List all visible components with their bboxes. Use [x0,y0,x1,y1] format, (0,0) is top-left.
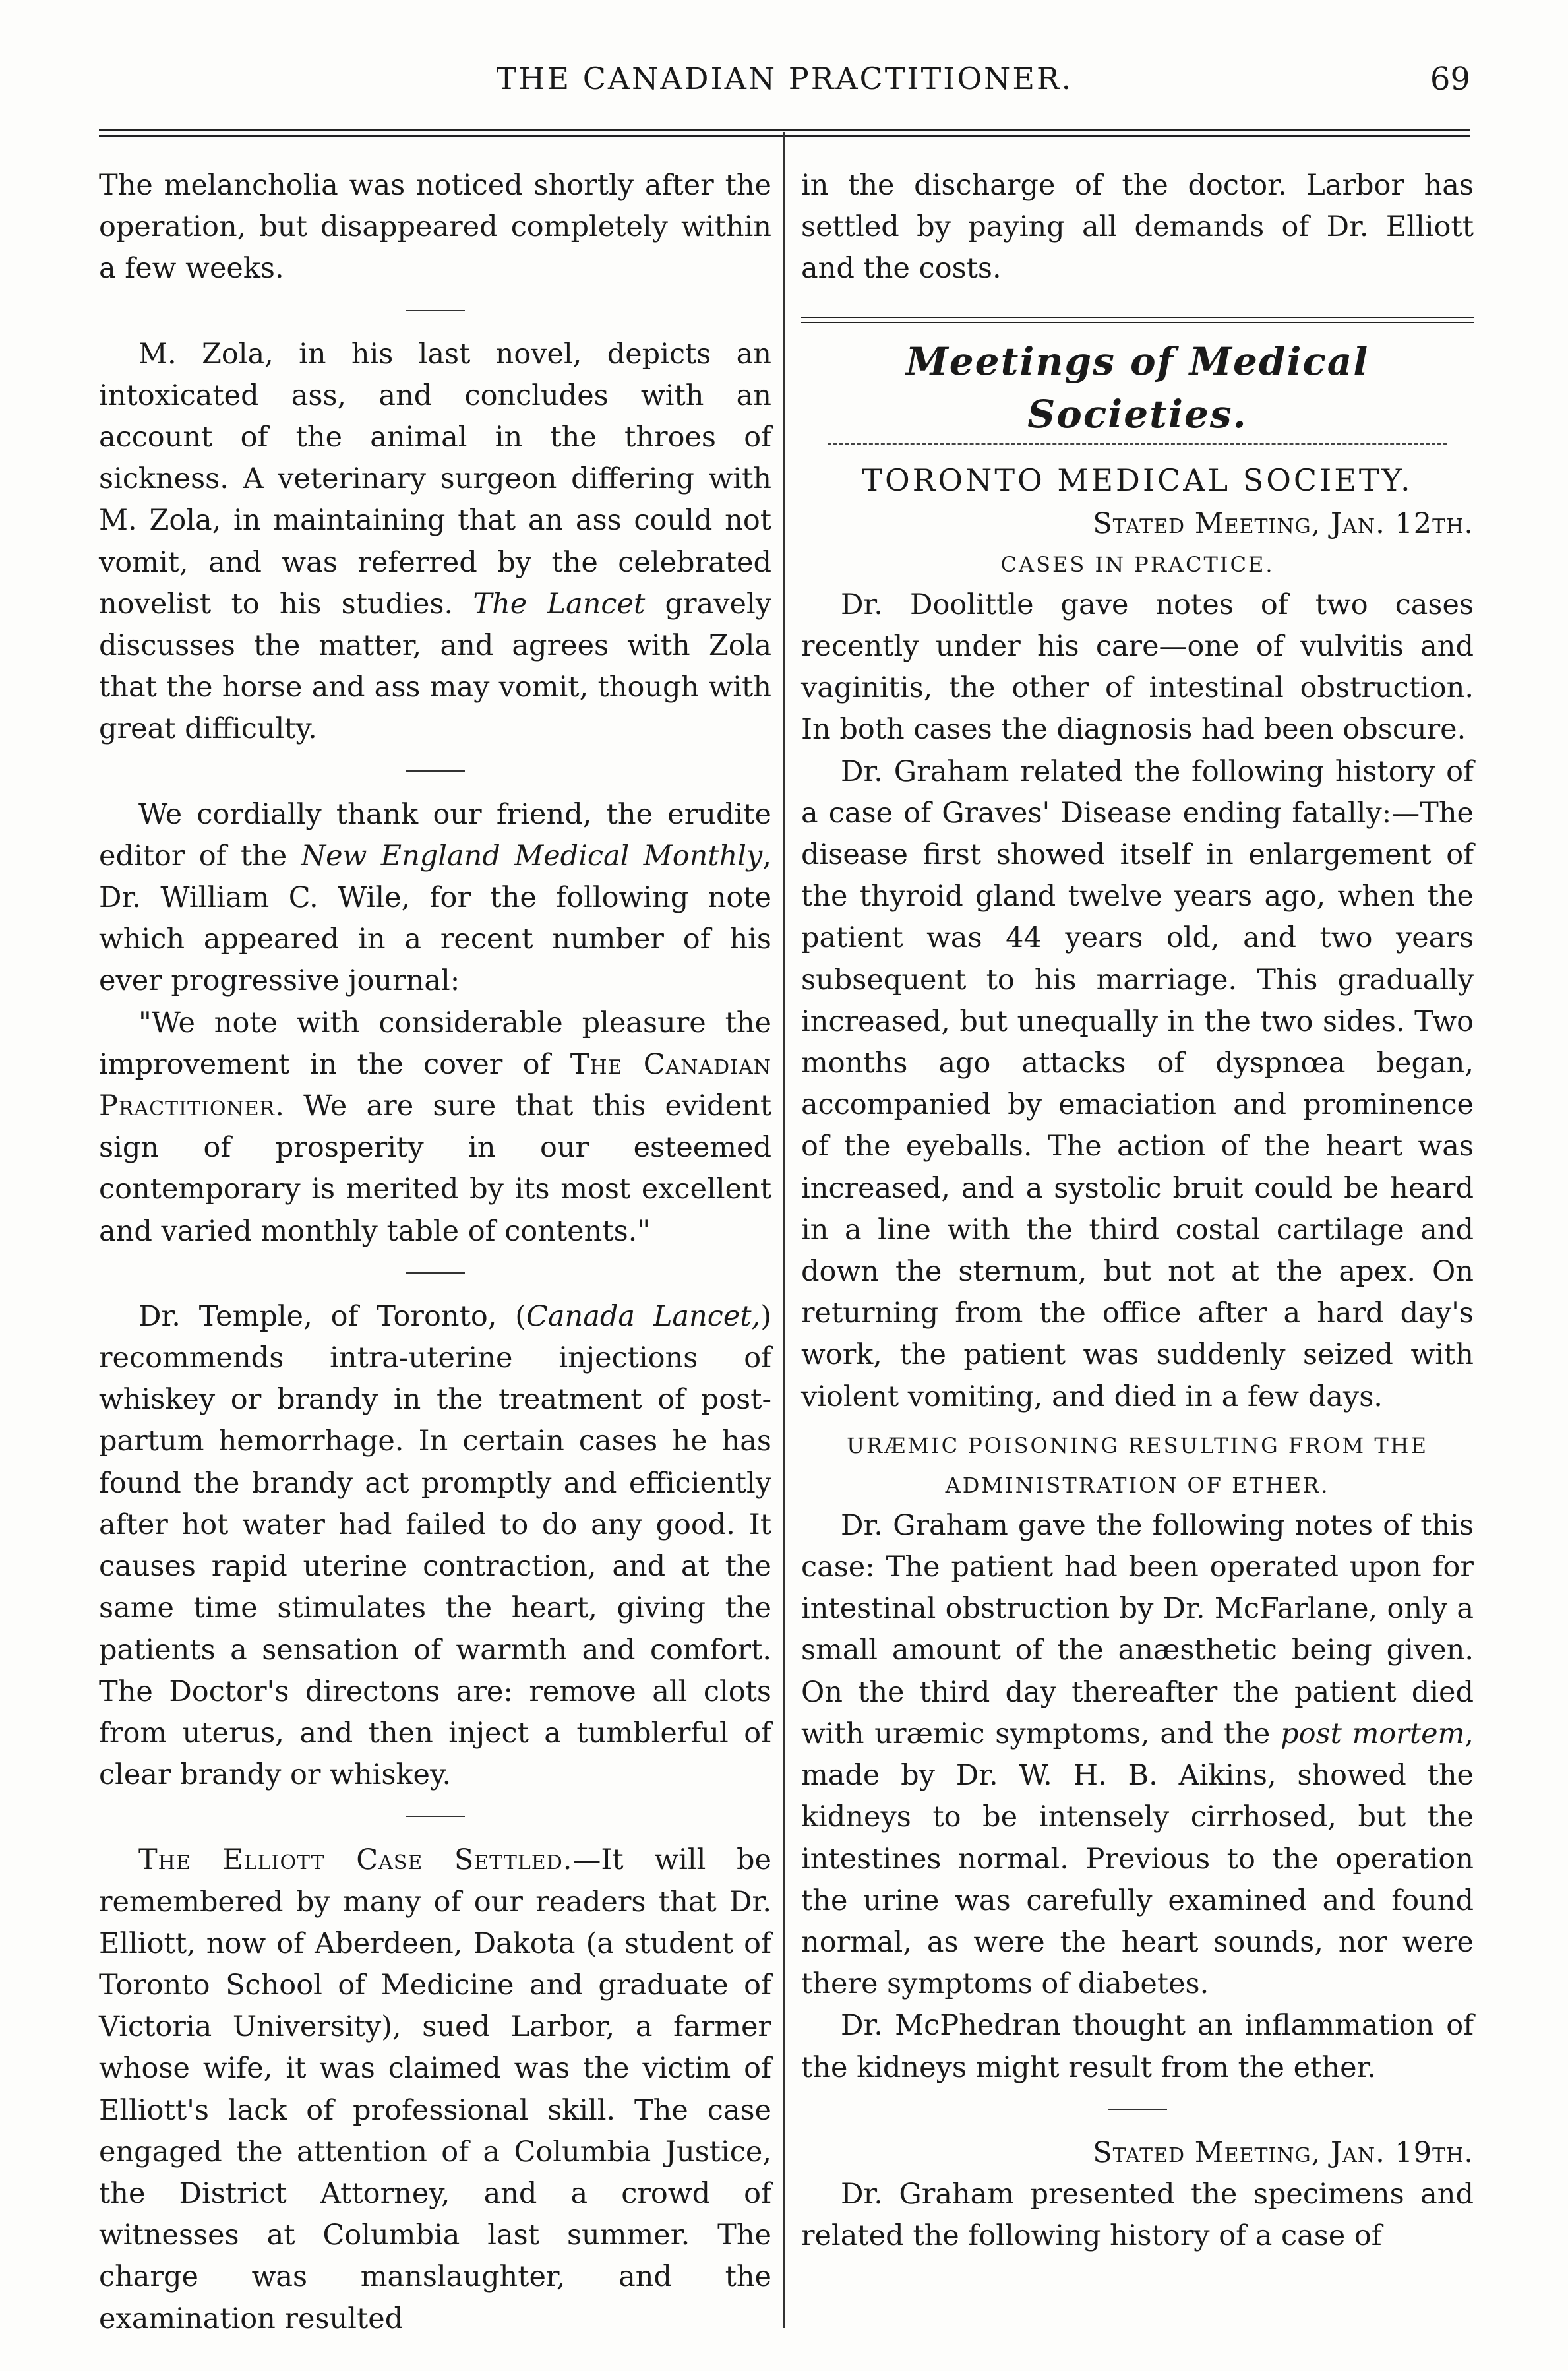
paragraph-doolittle: Dr. Doolittle gave notes of two cases recently under his care—one of vulvitis and vaginitis, the other of intestinal obstruction. In both cases the diagnosis had been obscure. [801,588,1474,747]
society-name: TORONTO MEDICAL SOCIETY. [862,462,1413,498]
page-number: 69 [1430,61,1470,98]
paragraph-graves: Dr. Graham related the following history of a case of Graves' Disease ending fatally:—The disease first showed itself in enlargement of the thyroid gland twelve years ago, when the patient was 44 years old, and two years subsequent to his marriage. This gradually increased, but unequally in the two sides. Two months ago attacks of dyspnœa began, accompanied by emaciation and prominence of the eyeballs. The action of the heart was increased, and a systolic bruit could be heard in a line with the third costal cartilage and down the sternum, but not at the apex. On returning from the office after a hard day's work, the patient was suddenly seized with violent vomiting, and died in a few days. [801,754,1474,1413]
paragraph-melancholia: The melancholia was noticed shortly after the operation, but disappeared completely within a few weeks. [99,169,771,286]
meeting-date-2: Stated Meeting, Jan. 19th. [1093,2136,1474,2169]
meeting-date-1: Stated Meeting, Jan. 12th. [1093,507,1474,540]
separator [406,1272,465,1274]
subheading-cases: CASES IN PRACTICE. [1000,551,1275,577]
section-rule-upper [801,317,1474,318]
separator [406,310,465,311]
column-divider [783,132,785,2328]
section-heading: Meetings of Medical Societies. [905,338,1370,437]
right-column [801,165,1474,2257]
paragraph-thanks: We cordially thank our friend, the erudite editor of the New England Medical Monthly, Dr. William C. Wile, for the following note which appeared in a recent number of his ever progressive journal: [99,797,771,998]
header-rule-upper [99,129,1470,131]
paragraph-graham-specimens: Dr. Graham presented the specimens and related the following history of a case of [801,2177,1474,2253]
paragraph-mcphedran: Dr. McPhedran thought an inflammation of the kidneys might result from the ether. [801,2009,1474,2084]
section-dashes [828,443,1447,446]
paragraph-temple: Dr. Temple, of Toronto, (Canada Lancet,) recommends intra-uterine injections of whiskey or brandy in the treatment of post-partum hemorrhage. In certain cases he has found the brandy act promptly and efficiently after hot water had failed to do any good. It causes rapid uterine contraction, and at the same time stimulates the heart, giving the patients a sensation of warmth and comfort. The Doctor's directons are: remove all clots from uterus, and then inject a tumblerful of clear brandy or whiskey. [99,1299,772,1792]
section-rule-lower [801,322,1474,323]
separator [1108,2109,1167,2110]
separator [406,770,465,772]
paragraph-elliott-continued: in the discharge of the doctor. Larbor has settled by paying all demands of Dr. Elliott and the costs. [801,169,1474,286]
journal-title: THE CANADIAN PRACTITIONER. [496,61,1073,96]
header-rule-lower [99,135,1470,137]
running-header [99,61,1470,107]
paragraph-zola: M. Zola, in his last novel, depicts an intoxicated ass, and concludes with an account of the animal in the throes of sickness. A veterinary surgeon differing with M. Zola, in maintaining that an ass could not vomit, and was referred by the celebrated novelist to his studies. The Lancet gravely discusses the matter, and agrees with Zola that the horse and ass may vomit, though with great difficulty. [99,337,772,746]
left-column [99,165,771,2340]
subheading-uraemic: URÆMIC POISONING RESULTING FROM THE ADMINISTRATION OF ETHER. [847,1432,1428,1498]
paragraph-quote: "We note with considerable pleasure the improvement in the cover of The Canadian Practitioner. We are sure that this evident sign of prosperity in our esteemed contemporary is merited by its most excellent and varied monthly table of contents." [99,1006,771,1248]
paragraph-elliott-case: The Elliott Case Settled.—It will be remembered by many of our readers that Dr. Elliott, now of Aberdeen, Dakota (a student of Toronto School of Medicine and graduate of Victoria University), sued Larbor, a farmer whose wife, it was claimed was the victim of Elliott's lack of professional skill. The case engaged the attention of a Columbia Justice, the District Attorney, and a crowd of witnesses at Columbia last summer. The charge was manslaughter, and the examination resulted [99,1843,772,2335]
paragraph-graham-notes: Dr. Graham gave the following notes of this case: The patient had been operated upon for intestinal obstruction by Dr. McFarlane, only a small amount of the anæsthetic being given. On the third day thereafter the patient died with uræmic symptoms, and the post mortem, made by Dr. W. H. B. Aikins, showed the kidneys to be intensely cirrhosed, but the intestines normal. Previous to the operation the urine was carefully examined and found normal, as were the heart sounds, nor were there symptoms of diabetes. [801,1508,1474,2001]
separator [406,1816,465,1817]
